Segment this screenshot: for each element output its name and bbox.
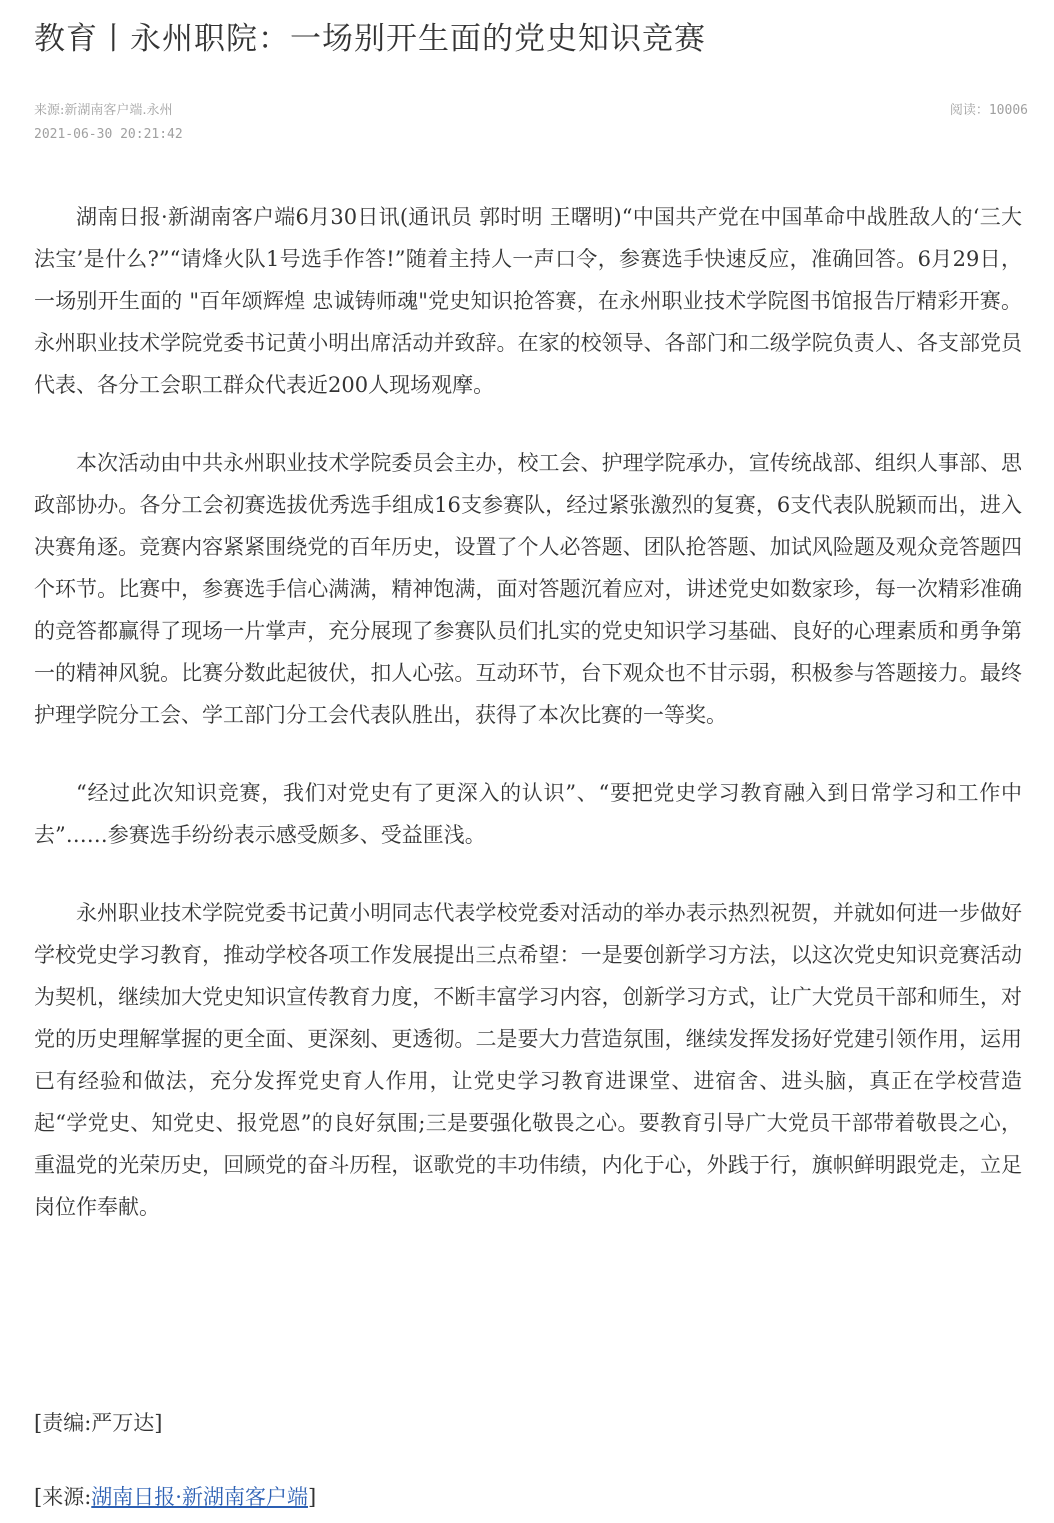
article-paragraph: 永州职业技术学院党委书记黄小明同志代表学校党委对活动的举办表示热烈祝贺，并就如何进一步做好学校党史学习教育，推动学校各项工作发展提出三点希望：一是要创新学习方法，以这次党史知识竞赛活动为契机，继续加大党史知识宣传教育力度，不断丰富学习内容，创新学习方式，让广大党员干部和师生，对党的历史理解掌握的更全面、更深刻、更透彻。二是要大力营造氛围，继续发挥发扬好党建引领作用，运用已有经验和做法，充分发挥党史育人作用，让党史学习教育进课堂、进宿舍、进头脑，真正在学校营造起“学党史、知党史、报党恩”的良好氛围;三是要强化敬畏之心。要教育引导广大党员干部带着敬畏之心，重温党的光荣历史，回顾党的奋斗历程，讴歌党的丰功伟绩，内化于心，外践于行，旗帜鲜明跟党走，立足岗位作奉献。 (34, 901, 1022, 1219)
source-link[interactable]: 湖南日报·新湖南客户端 (91, 1485, 308, 1509)
meta-read-count (950, 100, 1028, 122)
meta-source: 来源:新湖南客户端.永州 (34, 103, 173, 118)
article-title: 教育丨永州职院：一场别开生面的党史知识竞赛 (34, 21, 706, 57)
meta-datetime: 2021-06-30 20:21:42 (34, 127, 183, 142)
source-suffix: ] (307, 1485, 317, 1509)
article-paragraph: “经过此次知识竞赛，我们对党史有了更深入的认识”、“要把党史学习教育融入到日常学习和工作中去”……参赛选手纷纷表示感受颇多、受益匪浅。 (34, 781, 1022, 847)
read-count-label: 阅读： (949, 103, 989, 118)
article-body (34, 196, 1022, 1264)
editor-credit: [责编:严万达] (34, 1411, 163, 1435)
source-footer (34, 1482, 316, 1512)
source-prefix: [来源: (34, 1485, 92, 1509)
article-paragraph: 本次活动由中共永州职业技术学院委员会主办，校工会、护理学院承办，宣传统战部、组织人事部、思政部协办。各分工会初赛选拔优秀选手组成16支参赛队，经过紧张激烈的复赛，6支代表队脱颖而出，进入决赛角逐。竞赛内容紧紧围绕党的百年历史，设置了个人必答题、团队抢答题、加试风险题及观众竞答题四个环节。比赛中，参赛选手信心满满，精神饱满，面对答题沉着应对，讲述党史如数家珍，每一次精彩准确的竞答都赢得了现场一片掌声，充分展现了参赛队员们扎实的党史知识学习基础、良好的心理素质和勇争第一的精神风貌。比赛分数此起彼伏，扣人心弦。互动环节，台下观众也不甘示弱，积极参与答题接力。最终护理学院分工会、学工部门分工会代表队胜出，获得了本次比赛的一等奖。 (34, 451, 1022, 727)
read-count-value: 10006 (988, 103, 1028, 118)
article-paragraph: 湖南日报·新湖南客户端6月30日讯(通讯员 郭时明 王曙明)“中国共产党在中国革命中战胜敌人的‘三大法宝’是什么?”“请烽火队1号选手作答!”随着主持人一声口令，参赛选手快速反应，准确回答。6月29日，一场别开生面的 "百年颂辉煌 忠诚铸师魂"党史知识抢答赛，在永州职业技术学院图书馆报告厅精彩开赛。永州职业技术学院党委书记黄小明出席活动并致辞。在家的校领导、各部门和二级学院负责人、各支部党员代表、各分工会职工群众代表近200人现场观摩。 (34, 205, 1022, 397)
article-meta (34, 100, 1030, 150)
